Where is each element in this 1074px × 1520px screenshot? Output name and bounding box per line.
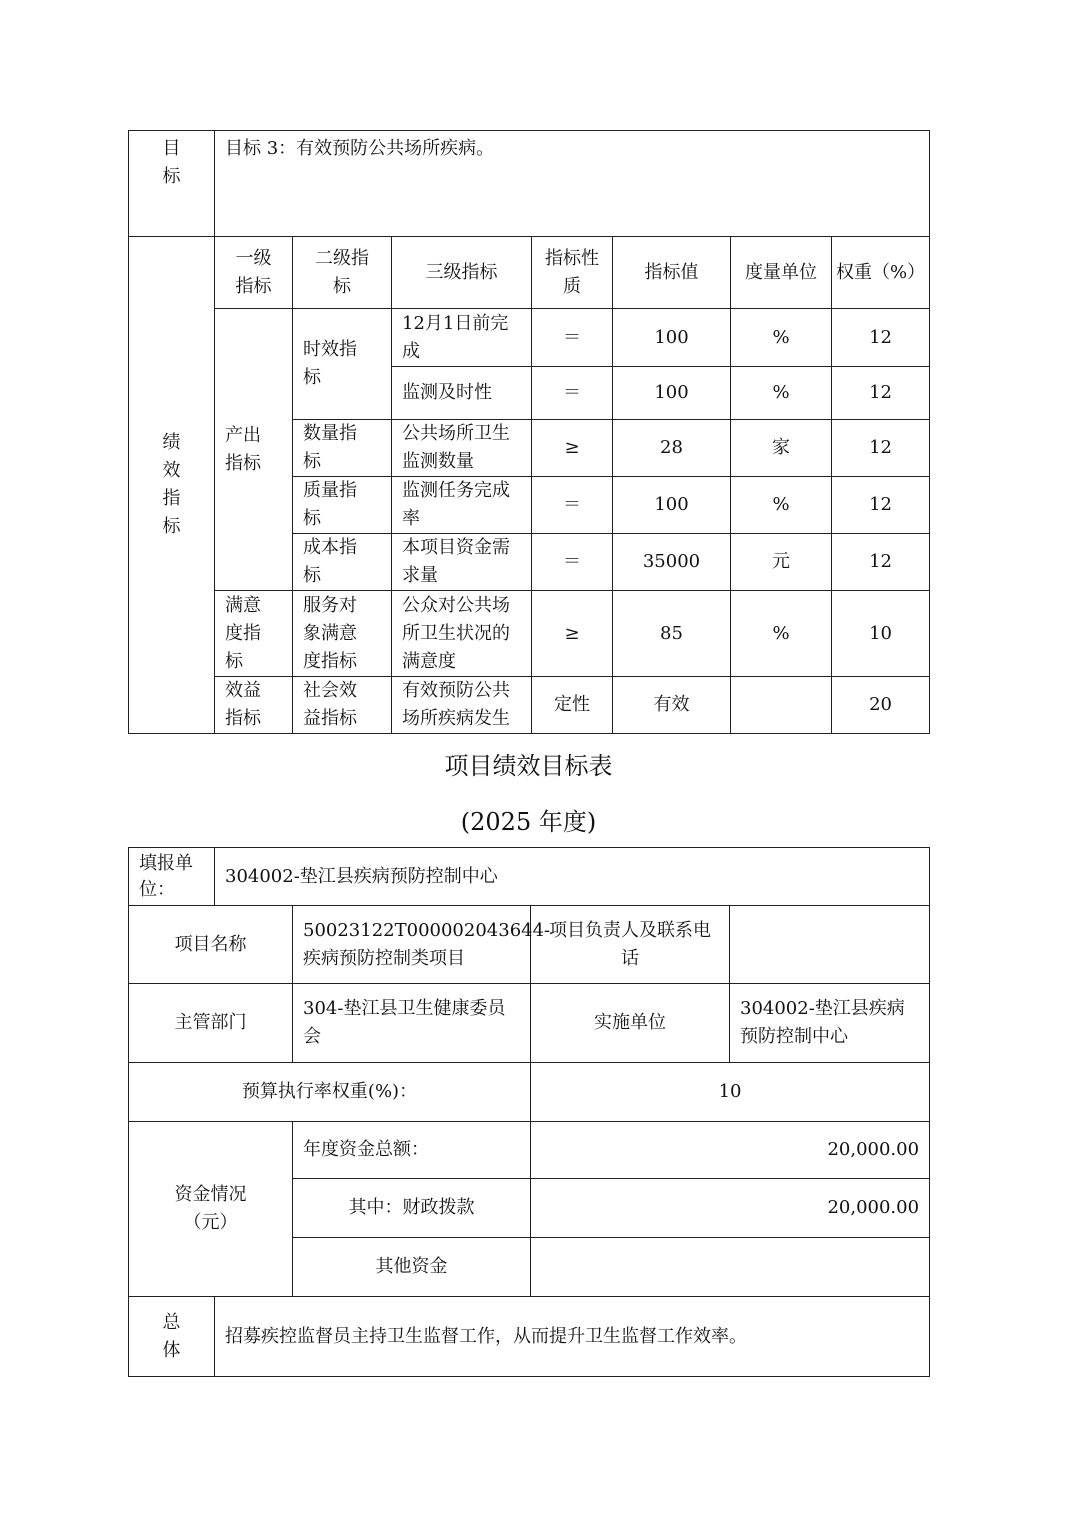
- row-l3: 有效预防公共 场所疾病发生: [392, 677, 532, 734]
- row-nature: ≥: [532, 420, 613, 477]
- row-l3: 公共场所卫生 监测数量: [392, 420, 532, 477]
- table-row: [129, 677, 930, 734]
- dept-value: 304-垫江县卫生健康委员 会: [293, 984, 531, 1063]
- overall-label: 总 体: [129, 1297, 215, 1377]
- project-table: [128, 847, 930, 1377]
- row-value: 35000: [613, 534, 731, 591]
- impl-label: 实施单位: [531, 984, 730, 1063]
- table-row: [129, 591, 930, 677]
- row-nature: ＝: [532, 309, 613, 367]
- unit-label: 填报单 位：: [129, 848, 215, 906]
- row-nature: 定性: [532, 677, 613, 734]
- row-weight: 12: [832, 309, 930, 367]
- indicator-table: [128, 130, 930, 734]
- goal-label: 目 标: [129, 131, 215, 237]
- row-unit: %: [731, 367, 832, 420]
- row-l2: 时效指 标: [293, 309, 392, 420]
- header-level3: 三级指标: [392, 237, 532, 309]
- row-weight: 20: [832, 677, 930, 734]
- row-l2: 质量指 标: [293, 477, 392, 534]
- row-l1: 产出 指标: [215, 309, 293, 591]
- row-weight: 12: [832, 420, 930, 477]
- goal-text: 目标 3：有效预防公共场所疾病。: [215, 131, 930, 237]
- row-nature: ＝: [532, 534, 613, 591]
- row-nature: ≥: [532, 591, 613, 677]
- row-value: 100: [613, 309, 731, 367]
- funds-fiscal-label: 其中：财政拨款: [293, 1179, 531, 1238]
- funds-other-value: [531, 1238, 930, 1297]
- row-nature: ＝: [532, 367, 613, 420]
- row-weight: 12: [832, 367, 930, 420]
- row-l1: 效益 指标: [215, 677, 293, 734]
- row-unit: 家: [731, 420, 832, 477]
- row-l2: 服务对 象满意 度指标: [293, 591, 392, 677]
- doc-title: 项目绩效目标表: [444, 752, 613, 780]
- row-unit: %: [731, 309, 832, 367]
- row-value: 28: [613, 420, 731, 477]
- row-l3: 12月1日前完 成: [392, 309, 532, 367]
- row-unit: [731, 677, 832, 734]
- project-name-label: 项目名称: [129, 906, 293, 984]
- header-level1: 一级 指标: [215, 237, 293, 309]
- doc-subtitle: (2025 年度): [460, 808, 597, 836]
- funds-label: 资金情况 （元）: [129, 1122, 293, 1297]
- budget-weight-label: 预算执行率权重(%)：: [129, 1063, 531, 1122]
- owner-value: [730, 906, 930, 984]
- row-l3: 监测任务完成 率: [392, 477, 532, 534]
- header-value: 指标值: [613, 237, 731, 309]
- header-weight: 权重（%）: [832, 237, 930, 309]
- row-l2: 数量指 标: [293, 420, 392, 477]
- indicator-label: 绩 效 指 标: [129, 237, 215, 734]
- row-l3: 本项目资金需 求量: [392, 534, 532, 591]
- row-l1: 满意 度指 标: [215, 591, 293, 677]
- budget-weight-value: 10: [531, 1063, 930, 1122]
- funds-total-label: 年度资金总额：: [293, 1122, 531, 1179]
- row-value: 85: [613, 591, 731, 677]
- row-value: 100: [613, 477, 731, 534]
- row-nature: ＝: [532, 477, 613, 534]
- row-l3: 公众对公共场 所卫生状况的 满意度: [392, 591, 532, 677]
- funds-other-label: 其他资金: [293, 1238, 531, 1297]
- dept-label: 主管部门: [129, 984, 293, 1063]
- row-weight: 10: [832, 591, 930, 677]
- table-row: [129, 309, 930, 367]
- header-nature: 指标性 质: [532, 237, 613, 309]
- row-l2: 成本指 标: [293, 534, 392, 591]
- row-unit: %: [731, 477, 832, 534]
- row-l3: 监测及时性: [392, 367, 532, 420]
- row-l2: 社会效 益指标: [293, 677, 392, 734]
- row-value: 有效: [613, 677, 731, 734]
- header-unit: 度量单位: [731, 237, 832, 309]
- header-level2: 二级指 标: [293, 237, 392, 309]
- row-weight: 12: [832, 477, 930, 534]
- row-unit: 元: [731, 534, 832, 591]
- overall-text: 招募疾控监督员主持卫生监督工作，从而提升卫生监督工作效率。: [215, 1297, 930, 1377]
- owner-label: 项目负责人及联系电 话: [531, 906, 730, 984]
- unit-value: 304002-垫江县疾病预防控制中心: [215, 848, 930, 906]
- row-weight: 12: [832, 534, 930, 591]
- row-value: 100: [613, 367, 731, 420]
- funds-total-value: 20,000.00: [531, 1122, 930, 1179]
- funds-fiscal-value: 20,000.00: [531, 1179, 930, 1238]
- impl-value: 304002-垫江县疾病 预防控制中心: [730, 984, 930, 1063]
- row-unit: %: [731, 591, 832, 677]
- project-name-value: 50023122T000002043644- 疾病预防控制类项目: [293, 906, 531, 984]
